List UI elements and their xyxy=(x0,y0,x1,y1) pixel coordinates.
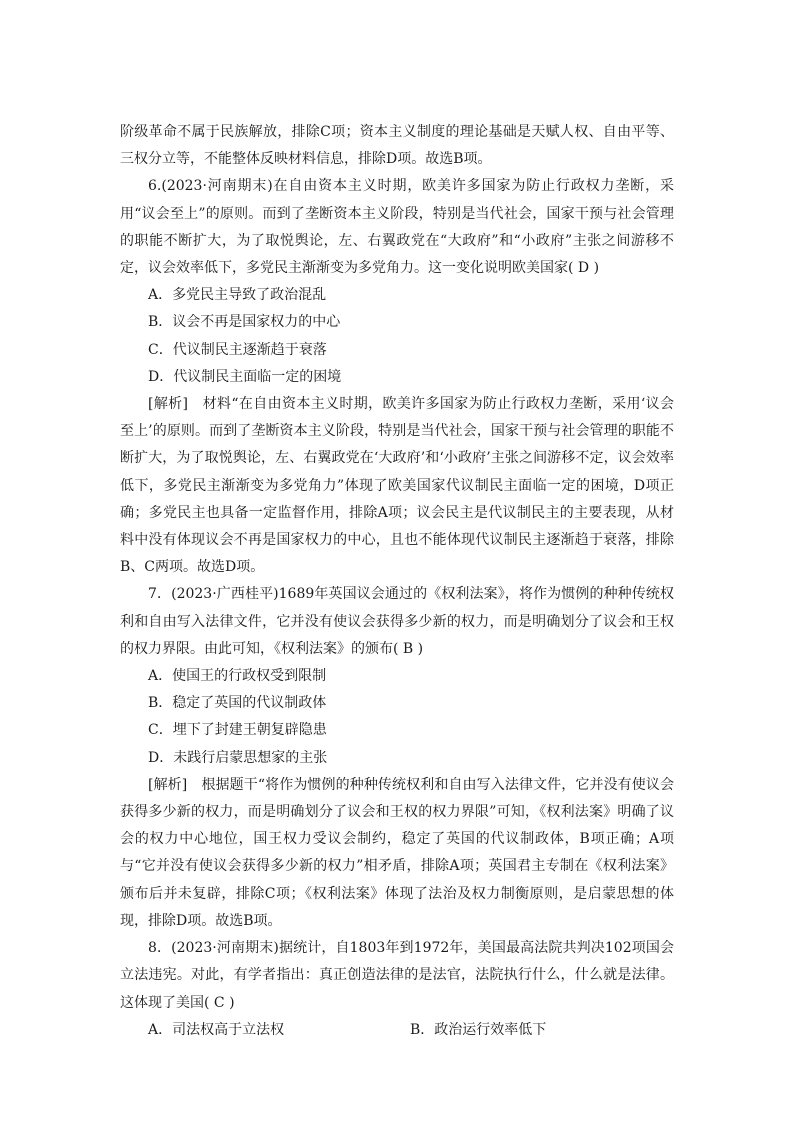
question-6-option-c: C．代议制民主逐渐趋于衰落 xyxy=(148,341,327,358)
question-6-option-b: B．议会不再是国家权力的中心 xyxy=(148,314,341,331)
question-8-options-row xyxy=(120,1017,674,1044)
question-7-option-a: A．使国王的行政权受到限制 xyxy=(148,668,327,685)
intro-paragraph: 阶级革命不属于民族解放，排除C项；资本主义制度的理论基础是天赋人权、自由平等、三权分立等，不能整体反映材料信息，排除D项。故选B项。 xyxy=(120,124,674,168)
question-7-option-b: B．稳定了英国的代议制政体 xyxy=(148,695,327,712)
question-6-stem: 6.(2023·河南期末)在自由资本主义时期，欧美许多国家为防止行政权力垄断，采用“议会至上”的原则。而到了垄断资本主义阶段，特别是当代社会，国家干预与社会管理的职能不断扩大，为了取悦舆论，左、右翼政党在“大政府”和“小政府”主张之间游移不定，议会效率低下，多党民主渐渐变为多党角力。这一变化说明欧美国家( D ) xyxy=(120,178,674,277)
question-6-option-d: D．代议制民主面临一定的困境 xyxy=(148,368,342,385)
question-8-option-b: B．政治运行效率低下 xyxy=(410,1021,547,1038)
question-7-option-d: D．未践行启蒙思想家的主张 xyxy=(148,749,328,766)
question-8-stem: 8．(2023·河南期末)据统计，自1803年到1972年，美国最高法院共判决102项国会立法违宪。对此，有学者指出：真正创造法律的是法官，法院执行什么，什么就是法律。这体现了美国( C ) xyxy=(120,940,674,1011)
question-7-stem: 7．(2023·广西桂平)1689年英国议会通过的《权利法案》，将作为惯例的种种传统权利和自由写入法律文件，它并没有使议会获得多少新的权力，而是明确划分了议会和王权的权力界限。由此可知，《权利法案》的颁布( B ) xyxy=(120,586,674,657)
question-7-option-c: C．埋下了封建王朝复辟隐患 xyxy=(148,722,327,739)
question-6-option-a: A．多党民主导致了政治混乱 xyxy=(148,287,327,304)
question-7-analysis: [解析] 根据题干“将作为惯例的种种传统权利和自由写入法律文件，它并没有使议会获得多少新的权力，而是明确划分了议会和王权的权力界限”可知，《权利法案》明确了议会的权力中心地位，国王权力受议会制约，稳定了英国的代议制政体，B项正确；A项与“它并没有使议会获得多少新的权力”相矛盾，排除A项；英国君主专制在《权利法案》颁布后并未复辟，排除C项；《权利法案》体现了法治及权力制衡原则，是启蒙思想的体现，排除D项。故选B项。 xyxy=(120,776,674,929)
page-content xyxy=(120,119,674,1044)
question-6-analysis: [解析] 材料“在自由资本主义时期，欧美许多国家为防止行政权力垄断，采用‘议会至上’的原则。而到了垄断资本主义阶段，特别是当代社会，国家干预与社会管理的职能不断扩大，为了取悦舆论，左、右翼政党在‘大政府’和‘小政府’主张之间游移不定，议会效率低下，多党民主渐渐变为多党角力”体现了欧美国家代议制民主面临一定的困境，D项正确；多党民主也具备一定监督作用，排除A项；议会民主是代议制民主的主要表现，从材料中没有体现议会不再是国家权力的中心，且也不能体现代议制民主逐渐趋于衰落，排除B、C两项。故选D项。 xyxy=(120,396,674,576)
question-8-option-a: A．司法权高于立法权 xyxy=(148,1021,285,1038)
